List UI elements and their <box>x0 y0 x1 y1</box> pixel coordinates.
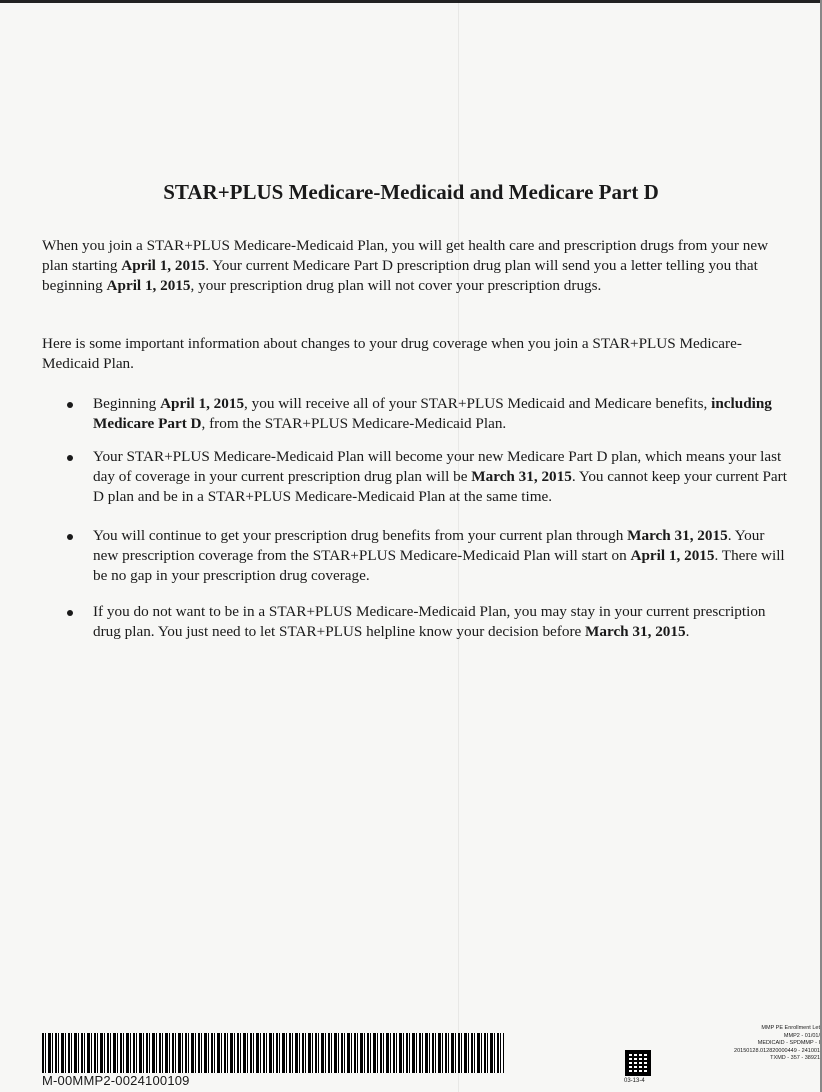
meta-line: MMP2 - 01/01/ <box>783 1032 820 1039</box>
document-title: STAR+PLUS Medicare-Medicaid and Medicare Part D <box>163 180 659 204</box>
intro-text-2: . Your current Medicare Part D prescription drug plan will send you a letter telling you that beginning <box>42 257 758 294</box>
mailing-metadata <box>710 1025 820 1063</box>
meta-line: MMP PE Enrollment Let <box>761 1025 820 1031</box>
bullet-dot <box>67 534 73 540</box>
barcode-number: M-00MMP2-0024100109 <box>42 1073 190 1088</box>
barcode-image <box>42 1033 504 1073</box>
intro-text-3: , your prescription drug plan will not cover your prescription drugs. <box>190 277 602 294</box>
info-paragraph: Here is some important information about changes to your drug coverage when you join a STAR+PLUS Medicare-Medicaid Plan. <box>42 335 742 372</box>
meta-line: 20150128.012820000449 - 241001 <box>734 1047 820 1054</box>
list-item: Your STAR+PLUS Medicare-Medicaid Plan will become your new Medicare Part D plan, which means your last day of coverage in your current prescription drug plan will be March 31, 2015. You cannot keep your current Part D plan and be in a STAR+PLUS Medicare-Medicaid Plan at the same time. <box>93 447 788 507</box>
intro-date-2: April 1, 2015 <box>106 277 191 294</box>
bullet-dot <box>67 402 73 408</box>
intro-paragraph <box>42 236 782 296</box>
bullet-dot <box>67 455 73 461</box>
page-top-edge <box>0 0 822 3</box>
intro-date-1: April 1, 2015 <box>121 257 206 274</box>
meta-line: MEDICAID - SPDMMP - I <box>757 1040 820 1046</box>
list-item: If you do not want to be in a STAR+PLUS Medicare-Medicaid Plan, you may stay in your current prescription drug plan. You just need to let STAR+PLUS helpline know your decision before March 31, 2015. <box>93 602 788 642</box>
list-item: You will continue to get your prescription drug benefits from your current plan through March 31, 2015. Your new prescription coverage from the STAR+PLUS Medicare-Medicaid Plan will start on April 1, 2015. There will be no gap in your prescription drug coverage. <box>93 526 788 586</box>
qr-code-image <box>625 1050 651 1076</box>
list-item: Beginning April 1, 2015, you will receive all of your STAR+PLUS Medicaid and Medicare benefits, including Medicare Part D, from the STAR+PLUS Medicare-Medicaid Plan. <box>93 394 788 434</box>
qr-code-label: 03-13-4 <box>624 1078 645 1084</box>
meta-line: TXMD - 357 - 38921 <box>770 1055 820 1061</box>
intro-text-1: When you join a STAR+PLUS Medicare-Medicaid Plan, you will get health care and prescription drugs from your new plan starting <box>42 237 769 274</box>
bullet-dot <box>67 610 73 616</box>
